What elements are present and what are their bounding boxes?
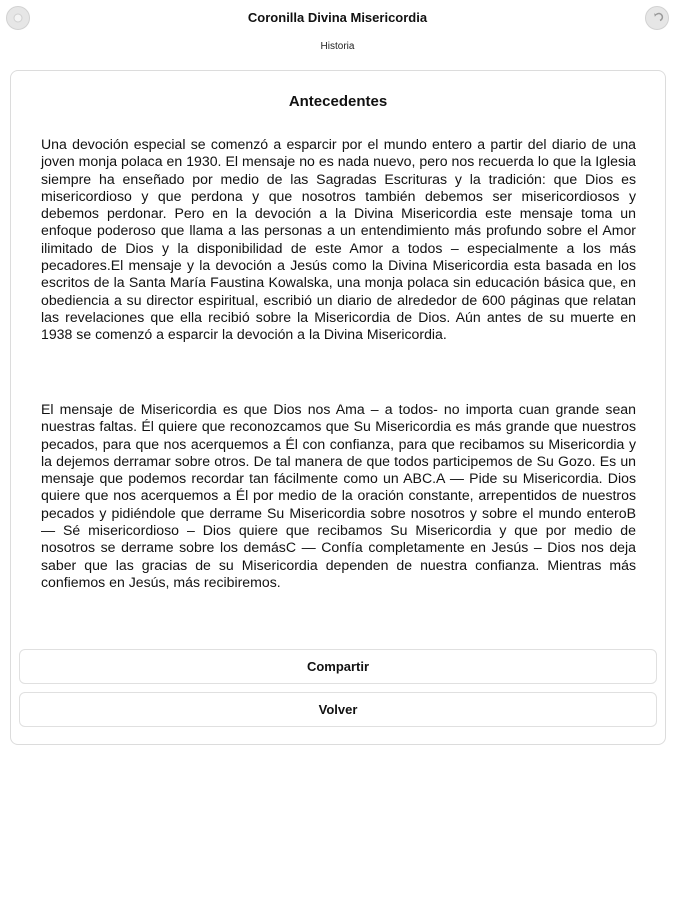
page-subtitle: Historia: [320, 41, 355, 52]
page-title: Coronilla Divina Misericordia: [247, 10, 428, 25]
section-heading: Antecedentes: [288, 93, 388, 110]
back-arrow-icon[interactable]: [645, 6, 669, 30]
back-button[interactable]: Volver: [19, 692, 657, 727]
body-paragraph-2: El mensaje de Misericordia es que Dios nos Ama – a todos- no importa cuan grande sean nuestras faltas. Él quiere que reconozcamos que Su Misericordia es más grande que nuestros pecados, para que nos acerquemos a Él con confianza, para que recibamos su Misericordia y la dejemos derramar sobre otros. De tal manera de que todos participemos de Su Gozo. Es un mensaje que podemos recordar tan fácilmente como un ABC.A — Pide su Misericordia. Dios quiere que nos acerquemos a Él por medio de la oración constante, arrepentidos de nuestros pecados y pidiéndole que derrame Su Misericordia sobre nosotros y sobre el mundo enteroB — Sé misericordioso – Dios quiere que recibamos Su Misericordia y que por medio de nosotros se derrame sobre los demásC — Confía completamente en Jesús – Dios nos deja saber que las gracias de su Misericordia dependen de nuestra confianza. Mientras más confiemos en Jesús, más recibiremos.: [41, 401, 636, 590]
top-bar: [0, 0, 675, 62]
body-paragraph-1: Una devoción especial se comenzó a esparcir por el mundo entero a partir del diario de una joven monja polaca en 1930. El mensaje no es nada nuevo, pero nos recuerda lo que la Iglesia siempre ha enseñado por medio de las Sagradas Escrituras y la tradición: que Dios es misericordioso y que perdona y que nosotros también debemos ser misericordiosos y debemos perdonar. Pero en la devoción a la Divina Misericordia este mensaje toma un enfoque poderoso que llama a las personas a un entendimiento más profundo sobre el Amor ilimitado de Dios y la disponibilidad de este Amor a todos – especialmente a los más pecadores.El mensaje y la devoción a Jesús como la Divina Misericordia esta basada en los escritos de la Santa María Faustina Kowalska, una monja polaca sin educación básica que, en obediencia a su director espiritual, escribió un diario de alrededor de 600 páginas que relatan las revelaciones que ella recibió sobre la Misericordia de Dios. Aún antes de su muerte en 1938 se comenzó a esparcir la devoción a la Divina Misericordia.: [41, 136, 636, 343]
content-card: [10, 70, 666, 745]
share-button[interactable]: Compartir: [19, 649, 657, 684]
